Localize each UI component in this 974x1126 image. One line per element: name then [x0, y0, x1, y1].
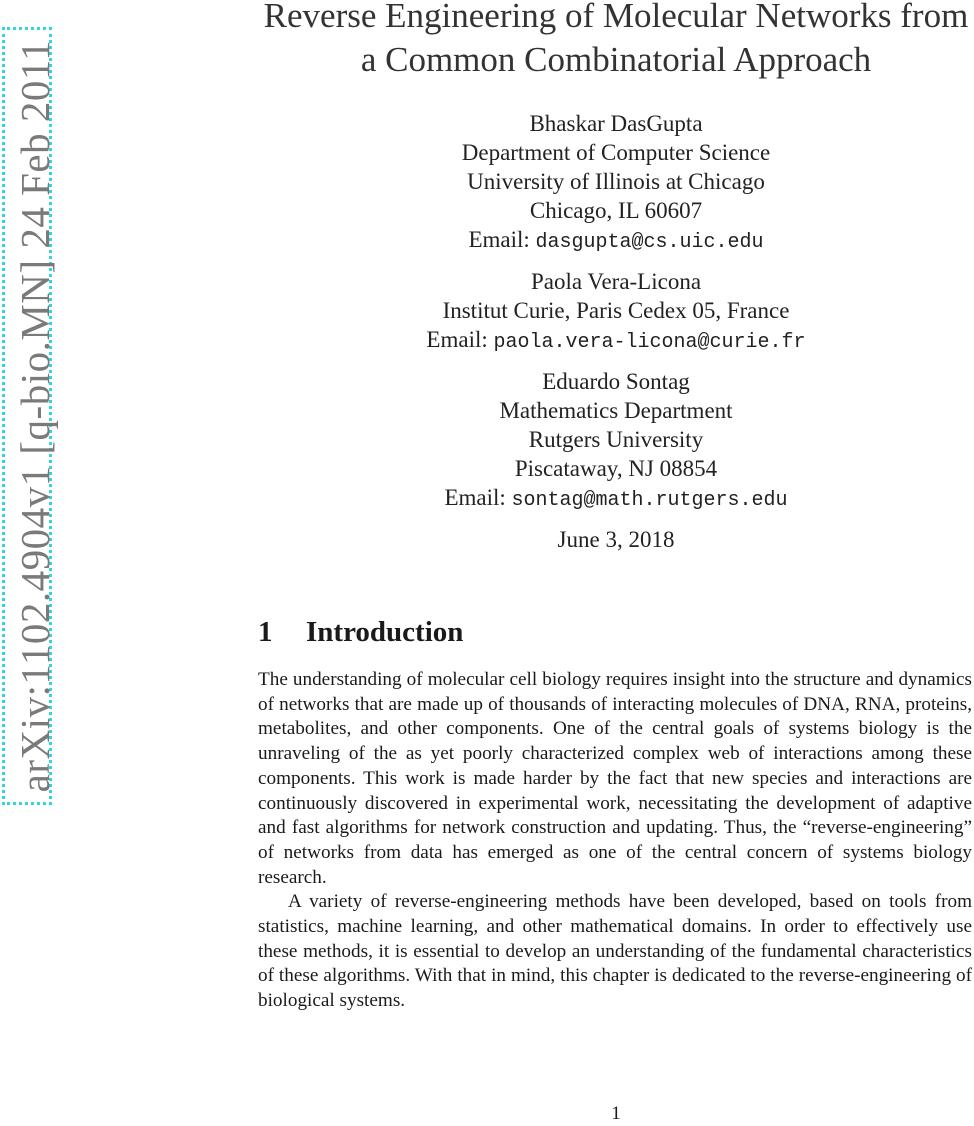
author-block-dasgupta: [258, 109, 974, 257]
author-affiliation: University of Illinois at Chicago: [467, 169, 765, 194]
arxiv-identifier: arXiv:1102.4904v1 [q-bio.MN] 24 Feb 2011: [12, 39, 58, 793]
title-line-2: a Common Combinatorial Approach: [360, 40, 872, 79]
section-body: [258, 668, 972, 1014]
section-number: 1: [258, 616, 273, 648]
author-name: Bhaskar DasGupta: [529, 111, 703, 136]
paper-title: [258, 0, 974, 82]
page-number: 1: [611, 1103, 621, 1124]
author-list: [258, 109, 974, 554]
author-email[interactable]: dasgupta@cs.uic.edu: [535, 231, 764, 254]
author-affiliation: Chicago, IL 60607: [529, 198, 703, 223]
author-email-line: [258, 483, 974, 515]
author-affiliation: Mathematics Department: [499, 398, 733, 423]
section-heading: [258, 612, 974, 652]
email-label: Email:: [444, 485, 506, 510]
author-email-line: [258, 225, 974, 257]
section-title: Introduction: [306, 616, 464, 648]
author-email-line: [258, 325, 974, 357]
author-affiliation: Institut Curie, Paris Cedex 05, France: [442, 298, 790, 323]
author-name: Paola Vera-Licona: [530, 269, 702, 294]
author-block-sontag: [258, 367, 974, 515]
author-email[interactable]: sontag@math.rutgers.edu: [511, 489, 788, 512]
author-affiliation: Rutgers University: [528, 427, 704, 452]
email-label: Email:: [426, 327, 488, 352]
author-affiliation: Department of Computer Science: [461, 140, 771, 165]
author-affiliation: Piscataway, NJ 08854: [514, 456, 718, 481]
paragraph: A variety of reverse-engineering methods have been developed, based on tools from statistics, machine learning, and other mathematical domains. In order to effectively use these methods, it is essential to develop an understanding of the fundamental characteristics of these algorithms. With that in mind, this chapter is dedicated to the reverse-engineering of biological systems.: [258, 891, 972, 1012]
email-label: Email:: [468, 227, 530, 252]
paragraph: The understanding of molecular cell biology requires insight into the structure and dynamics of networks that are made up of thousands of interacting molecules of DNA, RNA, proteins, metabolites, and other components. One of the central goals of systems biology is the unraveling of the as yet poorly characterized complex web of interactions among these components. This work is made harder by the fact that new species and interactions are continuously discovered in experimental work, necessitating the development of adaptive and fast algorithms for network construction and updating. Thus, the “reverse-engineering” of networks from data has emerged as one of the central concern of systems biology research.: [258, 669, 972, 888]
author-name: Eduardo Sontag: [542, 369, 690, 394]
paper-date: June 3, 2018: [557, 527, 675, 552]
author-block-vera-licona: [258, 267, 974, 357]
author-email[interactable]: paola.vera-licona@curie.fr: [493, 331, 806, 354]
title-line-1: Reverse Engineering of Molecular Networks from: [263, 0, 969, 35]
